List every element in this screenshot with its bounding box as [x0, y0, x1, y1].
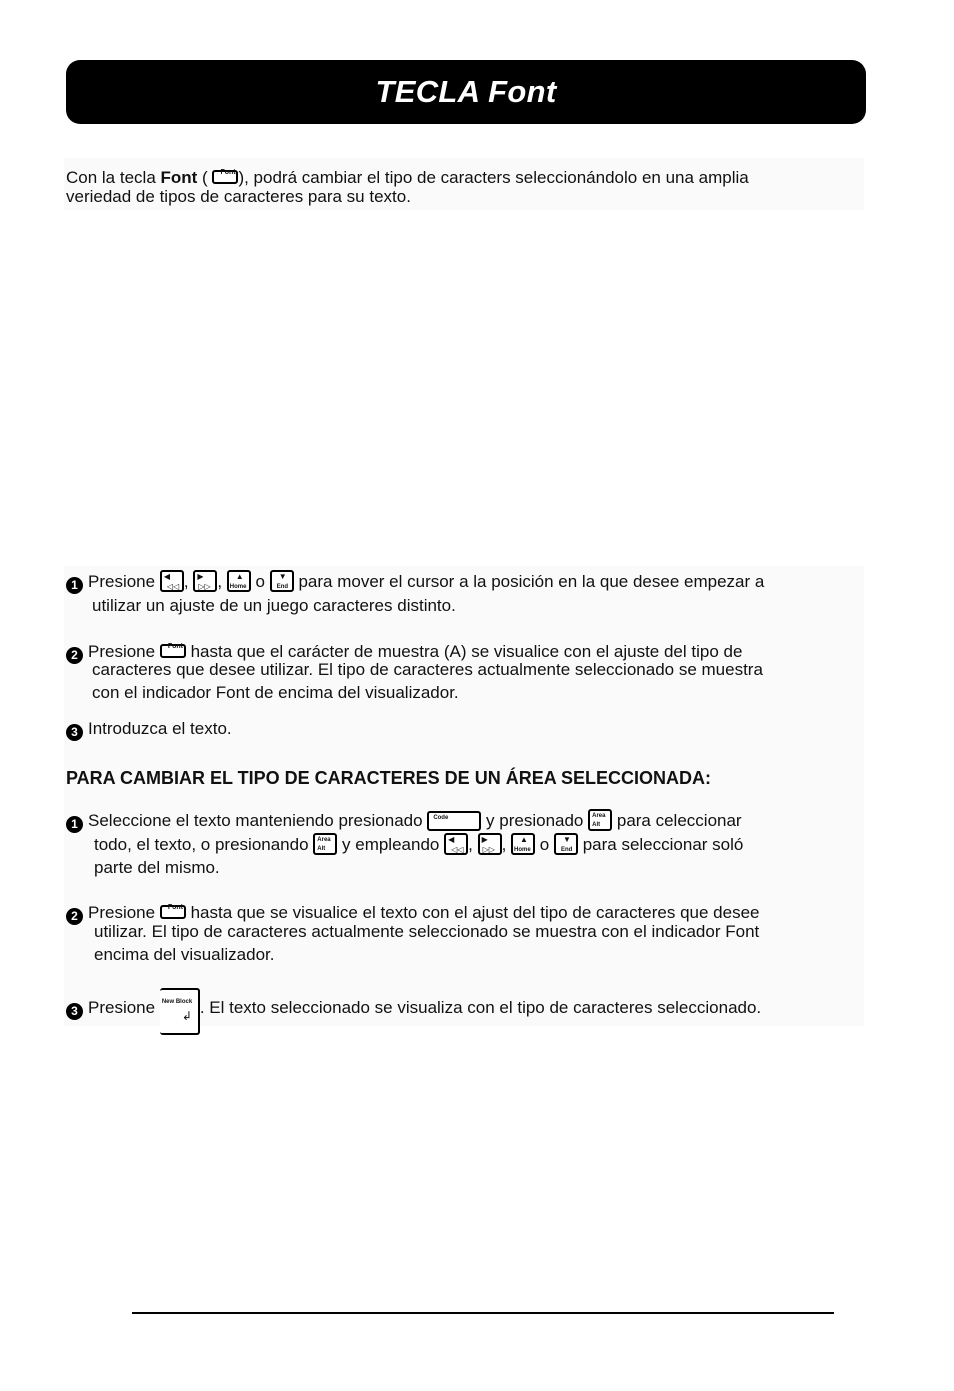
- step-1-line-1: [66, 570, 764, 594]
- step-text: hasta que se visualice el texto con el ajust del tipo de caracteres que desee: [190, 903, 760, 922]
- step-text: Presione: [88, 572, 156, 591]
- page-title: TECLA Font: [375, 74, 557, 109]
- font-key-label: Font: [167, 643, 184, 650]
- new-block-enter-key-icon: New Block ↲: [160, 988, 200, 1035]
- alt-key-label: Alt: [317, 846, 326, 852]
- area-alt-key-icon: [313, 833, 337, 855]
- area-alt-key-icon: [588, 809, 612, 831]
- end-key-label: End: [276, 584, 289, 590]
- step-text: todo, el texto, o presionando: [94, 835, 309, 854]
- sel-step-3-line-1: [66, 988, 761, 1035]
- home-key-label: Home: [514, 847, 531, 853]
- step-text: Seleccione el texto manteniendo presionado: [88, 811, 423, 830]
- left-arrow-key-icon: ◀ ◁◁: [160, 570, 184, 592]
- separator: ,: [183, 572, 189, 591]
- step-text: y presionado: [486, 811, 584, 830]
- right-arrow-key-icon: ▶ ▷▷: [478, 833, 502, 855]
- left-arrow-key-icon: ◀ ◁◁: [444, 833, 468, 855]
- step-2-line-2: caracteres que desee utilizar. El tipo de caracteres actualmente seleccionado se muestra: [92, 660, 763, 679]
- font-key-icon: [212, 170, 238, 184]
- step-text: . El texto seleccionado se visualiza con el tipo de caracteres seleccionado.: [199, 998, 762, 1017]
- home-key-label: Home: [229, 584, 247, 590]
- step-text: para mover el cursor a la posición en la que desee empezar a: [298, 572, 765, 591]
- separator: ,: [501, 835, 507, 854]
- step-text: para seleccionar soló: [582, 835, 744, 854]
- separator: ,: [217, 572, 223, 591]
- area-key-label: Area: [592, 813, 606, 819]
- sel-step-2-line-3: encima del visualizador.: [94, 945, 275, 964]
- step-text: y empleando: [342, 835, 440, 854]
- font-key-icon: [160, 905, 186, 919]
- step-text: para celeccionar: [616, 811, 742, 830]
- step-1-line-2: utilizar un ajuste de un juego caracteres distinto.: [92, 596, 456, 615]
- right-arrow-key-icon: ▶ ▷▷: [193, 570, 217, 592]
- step-number: 1: [66, 577, 83, 594]
- down-arrow-end-key-icon: ▼ End: [270, 570, 294, 592]
- intro-text: ), podrá cambiar el tipo de caracters seleccionándolo en una amplia: [238, 168, 749, 187]
- sel-step-2-line-2: utilizar. El tipo de caracteres actualmente seleccionado se muestra con el indicador Font: [94, 922, 760, 941]
- step-text: Presione: [88, 998, 156, 1017]
- new-block-key-label: New Block: [161, 999, 193, 1005]
- code-key-label: Code: [433, 815, 449, 821]
- step-3-line-1: [66, 717, 232, 741]
- section-heading: PARA CAMBIAR EL TIPO DE CARACTERES DE UN ÁREA SELECCIONADA:: [66, 768, 712, 788]
- footer-rule: [132, 1312, 834, 1314]
- page-title-banner: [66, 60, 866, 124]
- step-number: 2: [66, 647, 83, 664]
- sel-step-1-line-3: parte del mismo.: [94, 858, 220, 877]
- font-key-label: Font: [220, 169, 236, 176]
- step-number: 1: [66, 816, 83, 833]
- step-text: o: [539, 835, 550, 854]
- step-text: Presione: [88, 642, 156, 661]
- step-text: Introduzca el texto.: [88, 719, 232, 738]
- intro-text: Con la tecla: [66, 168, 161, 187]
- step-2-line-3: con el indicador Font de encima del visualizador.: [92, 683, 459, 702]
- intro-text: (: [197, 168, 208, 187]
- font-key-label: Font: [167, 904, 184, 911]
- step-number: 3: [66, 1003, 83, 1020]
- code-key-icon: [427, 811, 481, 831]
- step-text: hasta que el carácter de muestra (A) se visualice con el ajuste del tipo de: [190, 642, 743, 661]
- intro-bold-font: Font: [160, 168, 198, 187]
- step-number: 2: [66, 908, 83, 925]
- up-arrow-home-key-icon: ▲ Home: [511, 833, 535, 855]
- area-key-label: Area: [317, 837, 331, 843]
- step-text: Presione: [88, 903, 156, 922]
- end-key-label: End: [560, 847, 573, 853]
- step-number: 3: [66, 724, 83, 741]
- up-arrow-home-key-icon: ▲ Home: [227, 570, 251, 592]
- step-text: o: [255, 572, 265, 591]
- down-arrow-end-key-icon: ▼ End: [554, 833, 578, 855]
- intro-line-2: veriedad de tipos de caracteres para su texto.: [66, 187, 411, 206]
- alt-key-label: Alt: [592, 822, 601, 828]
- separator: ,: [468, 835, 473, 854]
- sel-step-1-line-2: [94, 833, 743, 856]
- font-key-icon: [160, 644, 186, 658]
- sel-step-1-line-1: [66, 809, 742, 833]
